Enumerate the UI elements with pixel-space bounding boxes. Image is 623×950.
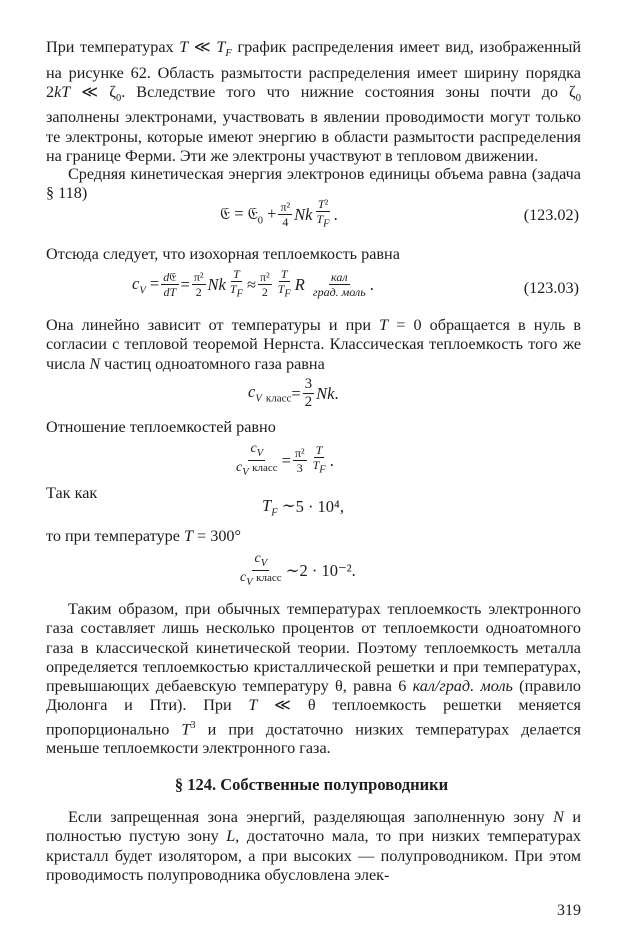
equation-123-03: $c_V$ = $\frac{\text{d𝔈}}{dT}$ = $\frac{\text{π²}}{2}$ Nk $\frac{T}{T_F}$ ≈ $\frac{\text{π²}}{2}$ $\frac{T}{T_F}$ R $\frac{\text{кал}}{\text{град. моль}}$ . — [132, 267, 374, 300]
subscript-class: класс — [265, 392, 292, 405]
subscript-class-3: класс — [256, 571, 282, 584]
equation-ratio-value: $\frac{c_V}{c_V класс}$ ∼ 2 · 10⁻² . — [240, 551, 356, 588]
paragraph-4: Она линейно зависит от температуры и при T = 0 обращается в нуль в согласии с тепловой теоремой Нернста. Классическая теплоемкость того же числа N частиц одноатомного газа равна — [46, 316, 582, 373]
equation-number-2: (123.03) — [523, 279, 579, 297]
equation-tf: $T_F$ ∼ 5 · 10⁴ , — [262, 496, 344, 519]
section-heading: § 124. Собственные полупроводники — [174, 775, 449, 794]
paragraph-6: Так как — [46, 484, 98, 502]
temperature-value: 300° — [210, 527, 241, 545]
equation-123-02: 𝔈 = 𝔈$_0$ + $\frac{\text{π²}}{4}$ Nk $\frac{\text{T²}}{T_F}$ . — [220, 197, 338, 230]
paragraph-1: При температурах T ≪ $T_F$ график распределения имеет вид, изображенный на рисунке 62. Область размытости распределения имеет ширину порядка 2kT ≪ $\zeta_0$. Вследствие того что нижние состояния зоны почти до $\zeta_0$ заполнены электронами, участвовать в явлении проводимости могут только те электроны, которые имеют энергию в области размытости распределения на границе Ферми. Эти же электроны участвуют в тепловом движении. — [46, 38, 581, 165]
paragraph-7: то при температуре T = 300° — [46, 527, 241, 545]
paragraph-3: Отсюда следует, что изохорная теплоемкость равна — [46, 245, 400, 263]
tf-value: 5 · 10⁴ — [295, 497, 340, 517]
equation-classical-capacity: $c_V$ $_{класс}$ = $\frac{3}{2}$ Nk. — [248, 376, 339, 410]
paragraph-9: Если запрещенная зона энергий, разделяющая заполненную зону N и полностью пустую зону L, достаточно мала, то при низких температурах кристалл будет изолятором, а при высоких — полупроводником. При этом проводимость полупроводника обусловлена элек- — [46, 808, 581, 884]
subscript-class-2: класс — [252, 461, 278, 474]
paragraph-5: Отношение теплоемкостей равно — [46, 418, 276, 436]
paragraph-8: Таким образом, при обычных температурах теплоемкость электронного газа составляет лишь несколько процентов от теплоемкости одноатомного газа в классической кинетической теории. Поэтому теплоемкость металла определяется теплоемкостью кристаллической решетки и при температурах, превышающих дебаевскую температуру θ, равна 6 кал/град. моль (правило Дюлонга и Пти). При T ≪ θ теплоемкость решетки меняется пропорционально $T^3$ и при достаточно низких температурах делается меньше теплоемкости электронного газа. — [46, 600, 582, 758]
equation-number-1: (123.02) — [523, 206, 579, 224]
equation-capacity-ratio: $\frac{c_V}{c_V класс}$ = $\frac{\text{π²}}{3}$ $\frac{T}{T_F}$ . — [236, 441, 334, 478]
ratio-value: 2 · 10⁻² — [299, 560, 352, 580]
eq-unit-den: град. моль — [312, 284, 366, 299]
page-number: 319 — [557, 902, 581, 919]
paragraph-2: Средняя кинетическая энергия электронов единицы объема равна (задача § 118) — [46, 165, 581, 203]
eq-unit-num: кал — [331, 269, 348, 284]
